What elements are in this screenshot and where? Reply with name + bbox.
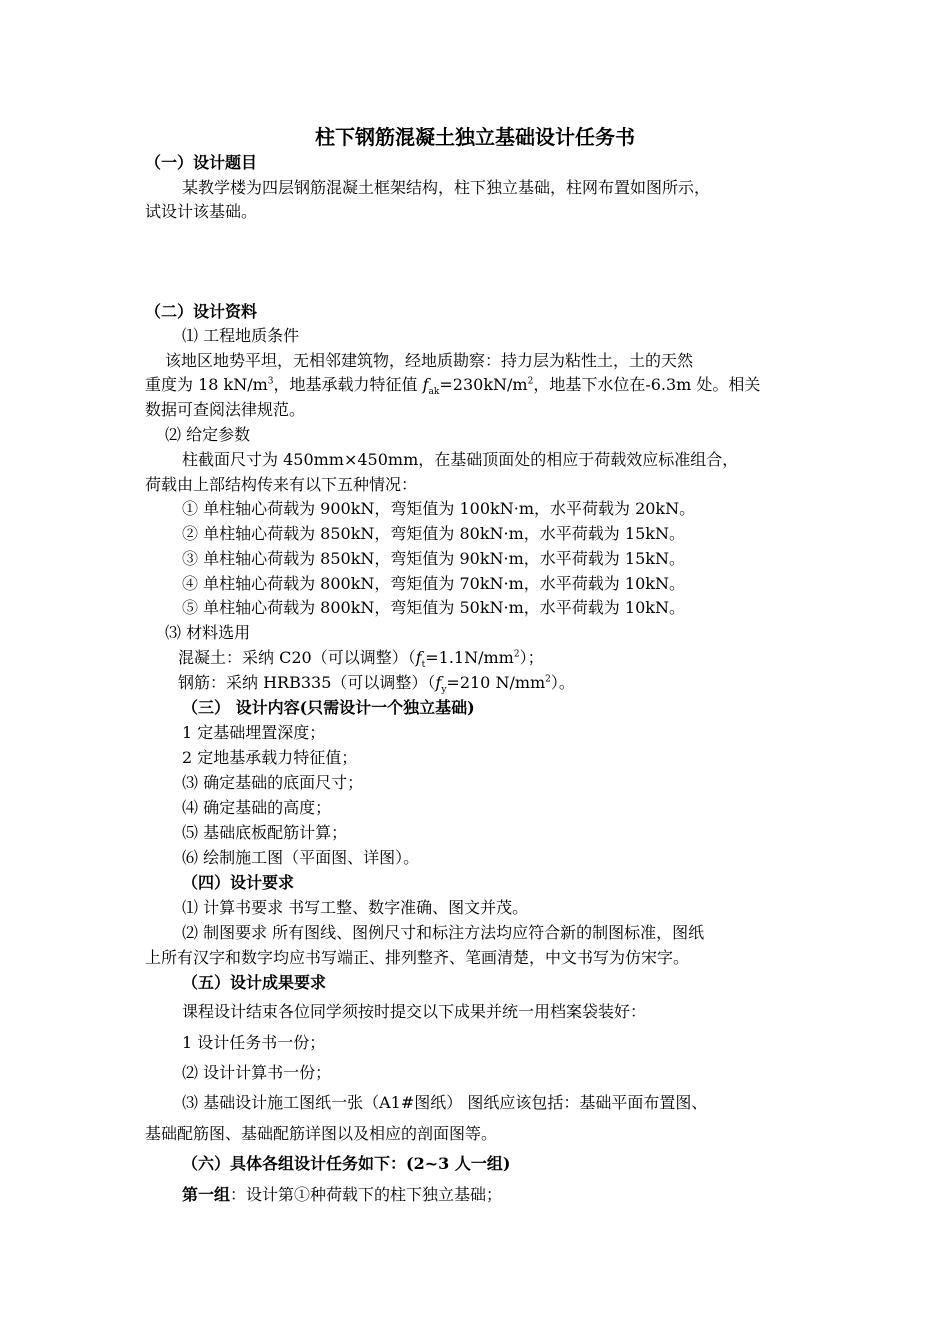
outcome-item-3-line-1: ⑶ 基础设计施工图纸一张（A1#图纸） 图纸应该包括：基础平面布置图、: [182, 1093, 708, 1112]
load-case-5: ⑤ 单柱轴心荷载为 800kN，弯矩值为 50kN·m，水平荷载为 10kN。: [182, 598, 685, 617]
outcome-item-2: ⑵ 设计计算书一份；: [182, 1063, 332, 1082]
section-3-heading: （三） 设计内容(只需设计一个独立基础): [182, 698, 475, 717]
params-line-2: 荷载由上部结构传来有以下五种情况：: [145, 475, 418, 494]
section-1-paragraph-line-2: 试设计该基础。: [145, 202, 258, 221]
content-item-6: ⑹ 绘制施工图（平面图、详图）。: [182, 848, 420, 867]
outcome-item-1: 1 设计任务书一份；: [182, 1033, 326, 1052]
content-item-3: ⑶ 确定基础的底面尺寸；: [182, 773, 364, 792]
geology-line-3: 数据可查阅法律规范。: [145, 400, 306, 419]
load-case-2: ② 单柱轴心荷载为 850kN，弯矩值为 80kN·m，水平荷载为 15kN。: [182, 524, 685, 543]
concrete-line: 混凝土：采纳 C20（可以调整）$(f_t=1.1N/mm^2)$；: [178, 648, 544, 671]
content-item-5: ⑸ 基础底板配筋计算；: [182, 823, 348, 842]
section-1-heading: （一）设计题目: [145, 153, 258, 172]
requirement-2-line-1: ⑵ 制图要求 所有图线、图例尺寸和标注方法均应符合新的制图标准，图纸: [182, 923, 705, 942]
section-4-heading: （四）设计要求: [182, 873, 295, 892]
geology-subheading: ⑴ 工程地质条件: [182, 326, 300, 345]
content-item-4: ⑷ 确定基础的高度；: [182, 798, 332, 817]
outcome-item-3-line-2: 基础配筋图、基础配筋详图以及相应的剖面图等。: [145, 1124, 498, 1143]
document-title: 柱下钢筋混凝土独立基础设计任务书: [315, 125, 635, 149]
outcome-intro: 课程设计结束各位同学须按时提交以下成果并统一用档案袋装好：: [182, 1002, 647, 1021]
steel-line: 钢筋：采纳 HRB335（可以调整）（$f_y=210$ $N/mm^2$）。: [178, 673, 575, 696]
materials-subheading: ⑶ 材料选用: [165, 623, 251, 642]
section-1-paragraph-line-1: 某教学楼为四层钢筋混凝土框架结构，柱下独立基础，柱网布置如图所示，: [182, 178, 711, 197]
content-item-2: 2 定地基承载力特征值；: [182, 748, 358, 767]
section-5-heading: （五）设计成果要求: [182, 973, 327, 992]
requirement-2-line-2: 上所有汉字和数字均应书写端正、排列整齐、笔画清楚，中文书写为仿宋字。: [145, 948, 690, 967]
load-case-1: ① 单柱轴心荷载为 900kN，弯矩值为 100kN·m，水平荷载为 20kN。: [182, 499, 696, 518]
group-1-task: 第一组：设计第①种荷载下的柱下独立基础；: [182, 1185, 503, 1204]
geology-line-2: 重度为 18 $kN/m^3$，地基承载力特征值 $f_{ak}=230kN/m^2$，地基下水位在-6.3m 处。相关: [145, 375, 761, 398]
load-case-4: ④ 单柱轴心荷载为 800kN，弯矩值为 70kN·m，水平荷载为 10kN。: [182, 574, 685, 593]
load-case-3: ③ 单柱轴心荷载为 850kN，弯矩值为 90kN·m，水平荷载为 15kN。: [182, 549, 685, 568]
section-2-heading: （二）设计资料: [145, 302, 258, 321]
params-subheading: ⑵ 给定参数: [165, 425, 251, 444]
content-item-1: 1 定基础埋置深度；: [182, 723, 326, 742]
section-6-heading: （六）具体各组设计任务如下：(2~3 人一组): [182, 1154, 511, 1173]
geology-line-1: 该地区地势平坦，无相邻建筑物，经地质勘察：持力层为粘性土，土的天然: [165, 351, 694, 370]
params-line-1: 柱截面尺寸为 450mm×450mm，在基础顶面处的相应于荷载效应标准组合，: [182, 450, 739, 469]
requirement-1: ⑴ 计算书要求 书写工整、数字准确、图文并茂。: [182, 898, 529, 917]
